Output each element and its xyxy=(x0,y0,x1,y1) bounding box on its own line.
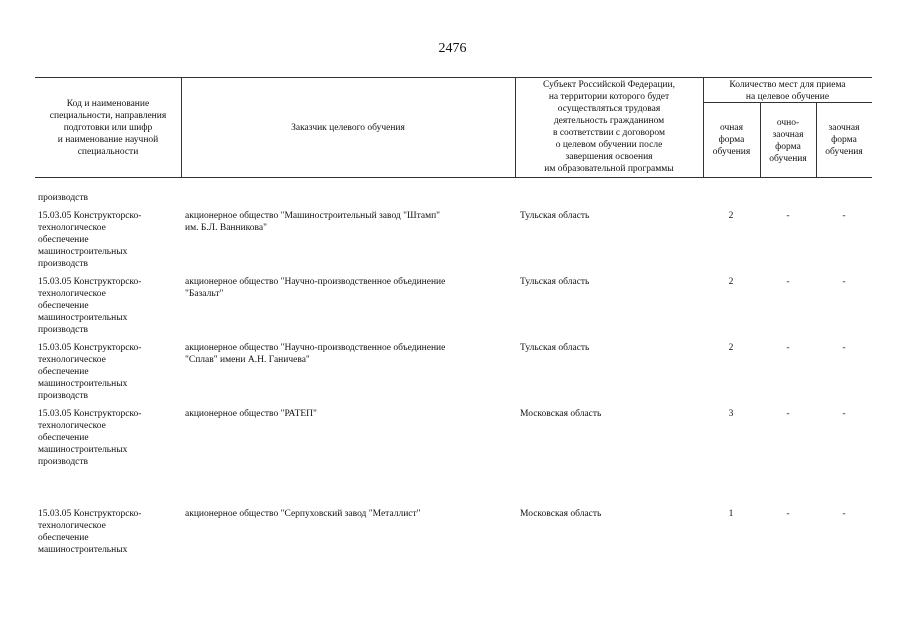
header-places-column: Количество мест для приема на целевое обучение xyxy=(729,80,846,102)
region: Московская область xyxy=(520,409,602,419)
table-row xyxy=(0,342,905,408)
correspondence-count: - xyxy=(842,277,846,287)
specialty-code-name: 15.03.05 Конструкторско- технологическое обеспечение машиностроительных xyxy=(38,509,142,555)
header-correspondence: заочная форма обучения xyxy=(825,123,863,157)
header-code-column: Код и наименование специальности, направления подготовки или шифр и наименование научной специальности xyxy=(49,99,167,157)
full-time-count: 2 xyxy=(728,343,734,353)
correspondence-count: - xyxy=(842,211,846,221)
full-time-count: 1 xyxy=(728,509,734,519)
part-time-count: - xyxy=(786,277,790,287)
part-time-count: - xyxy=(786,409,790,419)
customer-name: акционерное общество "РАТЕП" xyxy=(185,409,317,419)
part-time-count: - xyxy=(786,211,790,221)
header-customer-column: Заказчик целевого обучения xyxy=(291,123,405,133)
specialty-code-name: 15.03.05 Конструкторско- технологическое обеспечение машиностроительных производств xyxy=(38,277,142,335)
page-number: 2476 xyxy=(438,41,467,56)
specialty-code-name: 15.03.05 Конструкторско- технологическое обеспечение машиностроительных производств xyxy=(38,343,142,401)
region: Тульская область xyxy=(520,277,590,287)
specialty-code-name: 15.03.05 Конструкторско- технологическое обеспечение машиностроительных производств xyxy=(38,211,142,269)
correspondence-count: - xyxy=(842,409,846,419)
header-top-rule xyxy=(35,77,872,78)
part-time-count: - xyxy=(786,509,790,519)
header-part-time: очно- заочная форма обучения xyxy=(769,118,807,164)
region: Московская область xyxy=(520,509,602,519)
continuation-text: производств xyxy=(38,193,89,203)
customer-name: акционерное общество "Научно-производственное объединение "Базальт" xyxy=(185,277,446,299)
specialty-code-name: 15.03.05 Конструкторско- технологическое обеспечение машиностроительных производств xyxy=(38,409,142,467)
customer-name: акционерное общество "Научно-производственное объединение "Сплав" имени А.Н. Ганичева" xyxy=(185,343,446,365)
table-row xyxy=(0,210,905,276)
full-time-count: 2 xyxy=(728,277,734,287)
table-row xyxy=(0,276,905,342)
full-time-count: 3 xyxy=(728,409,734,419)
customer-name: акционерное общество "Машиностроительный завод "Штамп" им. Б.Л. Ванникова" xyxy=(185,211,441,233)
header-bottom-rule xyxy=(35,177,872,178)
full-time-count: 2 xyxy=(728,211,734,221)
customer-name: акционерное общество "Серпуховский завод "Металлист" xyxy=(185,509,421,519)
correspondence-count: - xyxy=(842,343,846,353)
header-region-column: Субъект Российской Федерации, на территории которого будет осуществляться трудовая деятельность гражданином в соответствии с договором о целевом обучении после завершения освоения им образовательной программы xyxy=(543,80,675,174)
table-row xyxy=(0,508,905,574)
part-time-count: - xyxy=(786,343,790,353)
region: Тульская область xyxy=(520,343,590,353)
table-row xyxy=(0,408,905,474)
correspondence-count: - xyxy=(842,509,846,519)
region: Тульская область xyxy=(520,211,590,221)
header-full-time: очная форма обучения xyxy=(712,123,751,157)
